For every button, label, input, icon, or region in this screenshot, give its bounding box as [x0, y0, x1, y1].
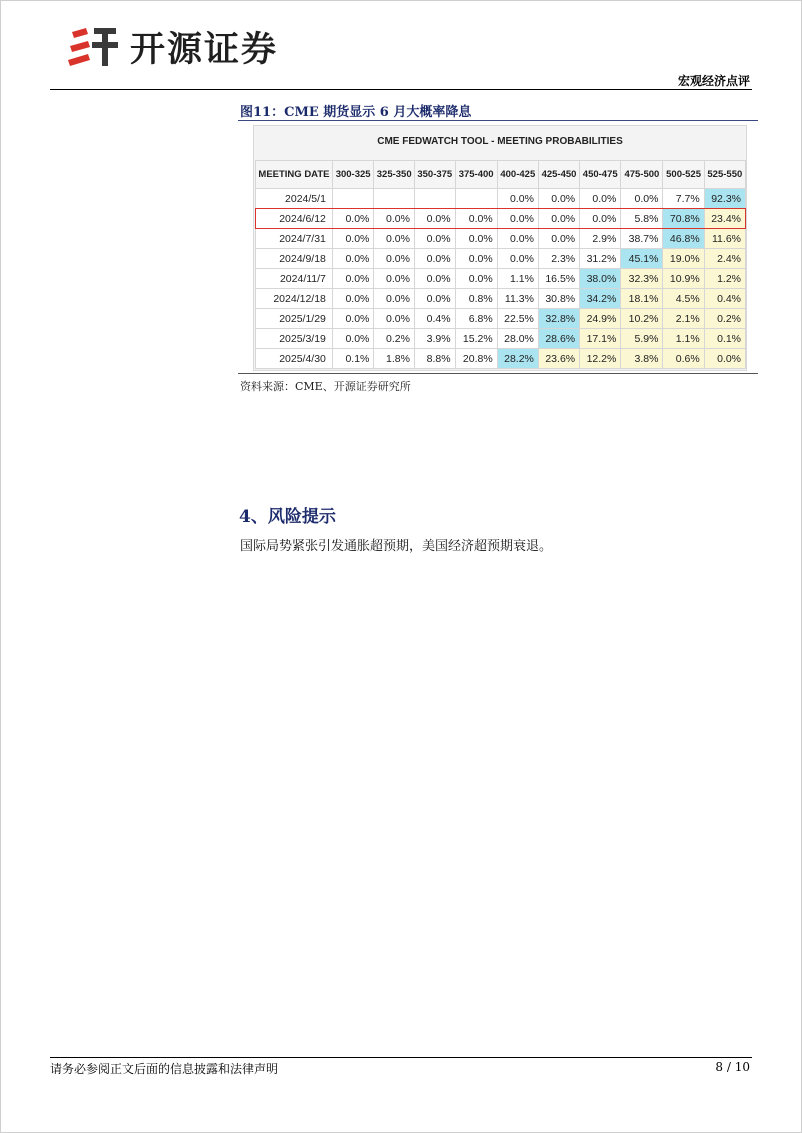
probability-cell: 0.0%: [332, 229, 373, 249]
probability-cell: 5.8%: [621, 209, 663, 229]
probability-cell: 2.3%: [538, 249, 579, 269]
probability-cell: 31.2%: [580, 249, 621, 269]
probability-cell: 0.0%: [374, 289, 415, 309]
table-row: [256, 249, 746, 269]
probability-cell: [332, 189, 373, 209]
column-header: 350-375: [414, 161, 455, 189]
probability-cell: 28.6%: [538, 329, 579, 349]
probability-cell: 0.0%: [538, 189, 579, 209]
cme-fedwatch-figure: [253, 125, 747, 371]
probability-cell: 0.0%: [497, 209, 538, 229]
probability-cell: 10.9%: [663, 269, 704, 289]
probability-cell: 3.9%: [414, 329, 455, 349]
probability-cell: 0.0%: [497, 249, 538, 269]
probability-cell: 0.0%: [621, 189, 663, 209]
figure-title-divider: [238, 120, 758, 121]
footer-divider: [50, 1057, 752, 1058]
probability-cell: 0.0%: [455, 249, 497, 269]
table-row: [256, 349, 746, 369]
probability-cell: 23.6%: [538, 349, 579, 369]
probability-cell: 0.0%: [455, 209, 497, 229]
table-row: [256, 209, 746, 229]
footer-disclaimer: 请务必参阅正文后面的信息披露和法律声明: [50, 1062, 279, 1076]
probability-cell: 2.4%: [704, 249, 745, 269]
column-header: MEETING DATE: [256, 161, 333, 189]
probability-cell: 19.0%: [663, 249, 704, 269]
probability-cell: 92.3%: [704, 189, 745, 209]
meeting-date-cell: 2025/3/19: [256, 329, 333, 349]
meeting-date-cell: 2024/7/31: [256, 229, 333, 249]
header-divider: [50, 89, 752, 90]
section-body: 国际局势紧张引发通胀超预期，美国经济超预期衰退。: [240, 539, 553, 554]
probability-cell: 16.5%: [538, 269, 579, 289]
probability-cell: 0.4%: [704, 289, 745, 309]
probability-cell: 0.0%: [332, 209, 373, 229]
probability-cell: 0.0%: [580, 209, 621, 229]
probability-cell: 0.0%: [497, 229, 538, 249]
probability-cell: 28.0%: [497, 329, 538, 349]
probability-cell: 10.2%: [621, 309, 663, 329]
probability-cell: 0.0%: [414, 249, 455, 269]
column-header: 375-400: [455, 161, 497, 189]
probability-cell: [414, 189, 455, 209]
figure-source: 资料来源：CME、开源证券研究所: [240, 380, 411, 393]
probability-cell: 22.5%: [497, 309, 538, 329]
probability-cell: 7.7%: [663, 189, 704, 209]
probability-cell: 15.2%: [455, 329, 497, 349]
probability-cell: 0.0%: [332, 269, 373, 289]
probability-cell: 28.2%: [497, 349, 538, 369]
probability-cell: 0.0%: [414, 229, 455, 249]
probability-cell: 5.9%: [621, 329, 663, 349]
probability-cell: 0.2%: [704, 309, 745, 329]
probability-cell: 0.2%: [374, 329, 415, 349]
meeting-date-cell: 2024/12/18: [256, 289, 333, 309]
probability-cell: 4.5%: [663, 289, 704, 309]
column-header: 400-425: [497, 161, 538, 189]
probability-cell: 0.0%: [580, 189, 621, 209]
column-header: 425-450: [538, 161, 579, 189]
meeting-date-cell: 2025/4/30: [256, 349, 333, 369]
table-row: [256, 289, 746, 309]
probability-cell: 0.0%: [374, 229, 415, 249]
probability-cell: 32.8%: [538, 309, 579, 329]
probability-cell: 2.9%: [580, 229, 621, 249]
column-header: 450-475: [580, 161, 621, 189]
meeting-date-cell: 2024/11/7: [256, 269, 333, 289]
probability-cell: 0.0%: [455, 269, 497, 289]
brand-logo: [66, 24, 278, 70]
section-title: 4、风险提示: [239, 507, 336, 527]
probability-cell: 0.0%: [374, 209, 415, 229]
probability-cell: 2.1%: [663, 309, 704, 329]
probability-cell: 0.0%: [374, 249, 415, 269]
column-header: 525-550: [704, 161, 745, 189]
brand-name: 开源证券: [130, 30, 279, 70]
probability-cell: [455, 189, 497, 209]
meeting-date-cell: 2024/6/12: [256, 209, 333, 229]
probability-cell: 0.8%: [455, 289, 497, 309]
cme-table-title: CME FEDWATCH TOOL - MEETING PROBABILITIES: [377, 136, 623, 147]
probability-cell: 0.0%: [332, 309, 373, 329]
probability-cell: 38.7%: [621, 229, 663, 249]
probability-cell: 0.0%: [414, 209, 455, 229]
probability-cell: 11.6%: [704, 229, 745, 249]
probability-cell: 0.1%: [704, 329, 745, 349]
column-header: 300-325: [332, 161, 373, 189]
probability-cell: 0.6%: [663, 349, 704, 369]
page-number: 8 / 10: [715, 1060, 750, 1074]
probability-cell: 24.9%: [580, 309, 621, 329]
meeting-date-cell: 2025/1/29: [256, 309, 333, 329]
report-type: 宏观经济点评: [677, 74, 750, 88]
column-header: 500-525: [663, 161, 704, 189]
probability-cell: 18.1%: [621, 289, 663, 309]
brand-logo-icon: [66, 24, 120, 70]
probability-cell: 20.8%: [455, 349, 497, 369]
probability-cell: 1.2%: [704, 269, 745, 289]
probability-cell: 0.0%: [538, 209, 579, 229]
column-header: 475-500: [621, 161, 663, 189]
probability-cell: 45.1%: [621, 249, 663, 269]
table-row: [256, 189, 746, 209]
table-row: [256, 309, 746, 329]
table-header-row: [256, 161, 746, 189]
probability-cell: 38.0%: [580, 269, 621, 289]
figure-bottom-divider: [238, 373, 758, 374]
probability-cell: 1.8%: [374, 349, 415, 369]
probability-cell: [374, 189, 415, 209]
probability-cell: 0.4%: [414, 309, 455, 329]
meeting-date-cell: 2024/5/1: [256, 189, 333, 209]
probability-cell: 3.8%: [621, 349, 663, 369]
table-row: [256, 329, 746, 349]
table-row: [256, 229, 746, 249]
probability-cell: 0.0%: [497, 189, 538, 209]
probability-cell: 32.3%: [621, 269, 663, 289]
probability-cell: 0.0%: [332, 289, 373, 309]
figure-title: 图11：CME 期货显示 6 月大概率降息: [240, 105, 472, 120]
meeting-date-cell: 2024/9/18: [256, 249, 333, 269]
probability-cell: 0.0%: [374, 269, 415, 289]
column-header: 325-350: [374, 161, 415, 189]
probability-cell: 34.2%: [580, 289, 621, 309]
probability-cell: 6.8%: [455, 309, 497, 329]
probability-cell: 0.0%: [414, 269, 455, 289]
table-row: [256, 269, 746, 289]
probability-cell: 8.8%: [414, 349, 455, 369]
probability-cell: 0.0%: [414, 289, 455, 309]
probability-cell: 0.0%: [374, 309, 415, 329]
probability-cell: 0.1%: [332, 349, 373, 369]
probability-cell: 46.8%: [663, 229, 704, 249]
probability-cell: 0.0%: [332, 329, 373, 349]
probability-cell: 0.0%: [455, 229, 497, 249]
probability-cell: 0.0%: [332, 249, 373, 269]
table-body: [256, 189, 746, 369]
probability-cell: 1.1%: [497, 269, 538, 289]
probability-cell: 12.2%: [580, 349, 621, 369]
cme-probability-table: [255, 160, 746, 369]
probability-cell: 23.4%: [704, 209, 745, 229]
probability-cell: 1.1%: [663, 329, 704, 349]
probability-cell: 17.1%: [580, 329, 621, 349]
probability-cell: 0.0%: [704, 349, 745, 369]
probability-cell: 30.8%: [538, 289, 579, 309]
probability-cell: 70.8%: [663, 209, 704, 229]
probability-cell: 0.0%: [538, 229, 579, 249]
probability-cell: 11.3%: [497, 289, 538, 309]
